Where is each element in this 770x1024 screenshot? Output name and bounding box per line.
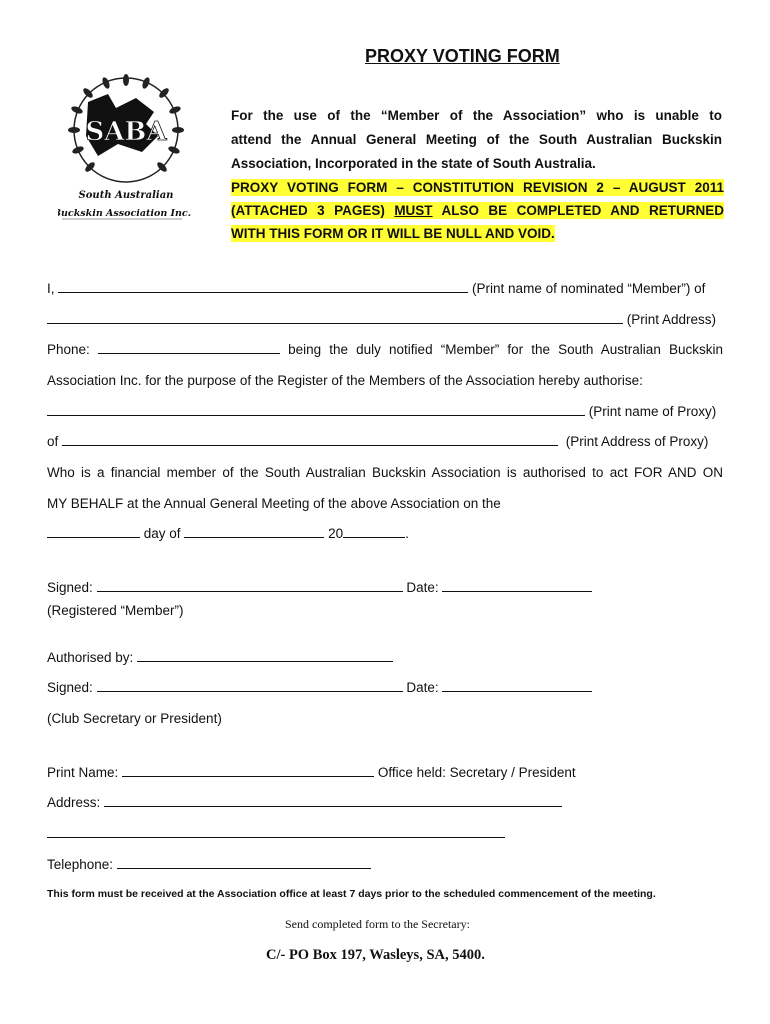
member-address-caption: (Print Address) bbox=[626, 312, 717, 327]
member-signed-row bbox=[47, 580, 592, 595]
print-name-field[interactable] bbox=[122, 765, 374, 777]
authorised-label: Authorised by: bbox=[47, 650, 134, 665]
i-label: I, bbox=[47, 281, 55, 296]
logo-letters: SABA bbox=[85, 117, 167, 147]
member-name-row bbox=[47, 281, 705, 296]
member-name-field[interactable] bbox=[58, 281, 468, 293]
day-field[interactable] bbox=[47, 526, 140, 538]
telephone-row bbox=[47, 857, 371, 872]
day-of-label: day of bbox=[143, 526, 181, 541]
authorised-by-field[interactable] bbox=[137, 650, 393, 662]
saba-logo-graphic bbox=[58, 72, 194, 222]
send-instruction: Send completed form to the Secretary: bbox=[285, 917, 470, 931]
phone-row bbox=[47, 342, 723, 357]
signed-label: Signed: bbox=[47, 580, 93, 595]
highlight-must: MUST bbox=[394, 203, 433, 218]
date2-label: Date: bbox=[406, 680, 439, 695]
address-field-2[interactable] bbox=[47, 826, 505, 838]
highlight-line-2 bbox=[231, 202, 724, 219]
financial-member-line: Who is a financial member of the South Australian Buckskin Association is authorised to act FOR AND ON bbox=[47, 465, 723, 480]
year-field[interactable] bbox=[343, 526, 405, 538]
year-prefix: 20 bbox=[328, 526, 344, 541]
official-signed-row bbox=[47, 680, 592, 695]
office-held-caption: Office held: Secretary / President bbox=[377, 765, 576, 780]
association-line: Association Inc. for the purpose of the Register of the Members of the Association hereby authorise: bbox=[47, 373, 643, 388]
association-logo bbox=[58, 72, 194, 222]
behalf-line: MY BEHALF at the Annual General Meeting of the above Association on the bbox=[47, 496, 501, 511]
authorised-row bbox=[47, 650, 393, 665]
intro-line-3: Association, Incorporated in the state of South Australia. bbox=[231, 156, 596, 171]
official-signature-field[interactable] bbox=[97, 680, 403, 692]
official-date-field[interactable] bbox=[442, 680, 592, 692]
registered-member-caption: (Registered “Member”) bbox=[47, 603, 184, 618]
member-address-row bbox=[47, 312, 716, 327]
proxy-address-caption: (Print Address of Proxy) bbox=[565, 434, 709, 449]
print-name-row bbox=[47, 765, 576, 780]
intro-line-2: attend the Annual General Meeting of the South Australian Buckskin bbox=[231, 132, 722, 147]
phone-caption: being the duly notified “Member” for the South Australian Buckskin bbox=[288, 342, 723, 357]
highlight-completed: ALSO BE COMPLETED AND RETURNED bbox=[441, 203, 724, 218]
club-secretary-caption: (Club Secretary or President) bbox=[47, 711, 222, 726]
signed2-label: Signed: bbox=[47, 680, 93, 695]
phone-field[interactable] bbox=[98, 342, 280, 354]
date-period: . bbox=[405, 526, 409, 541]
address-row bbox=[47, 795, 562, 810]
logo-line1: South Australian bbox=[78, 190, 174, 201]
proxy-address-row bbox=[47, 434, 708, 449]
date-of-meeting-row bbox=[47, 526, 409, 541]
telephone-field[interactable] bbox=[117, 857, 371, 869]
page-title: PROXY VOTING FORM bbox=[365, 46, 560, 66]
telephone-label: Telephone: bbox=[47, 857, 114, 872]
intro-line-1: For the use of the “Member of the Association” who is unable to bbox=[231, 108, 722, 123]
member-address-field[interactable] bbox=[47, 312, 623, 324]
date-label: Date: bbox=[406, 580, 439, 595]
deadline-note: This form must be received at the Association office at least 7 days prior to the scheduled commencement of the meeting. bbox=[47, 888, 656, 900]
address-row-2 bbox=[47, 826, 505, 841]
of-label: of bbox=[47, 434, 59, 449]
proxy-name-field[interactable] bbox=[47, 404, 585, 416]
logo-line2: Buckskin Association Inc. bbox=[58, 208, 192, 219]
proxy-name-caption: (Print name of Proxy) bbox=[588, 404, 717, 419]
address-field-1[interactable] bbox=[104, 795, 562, 807]
address-label: Address: bbox=[47, 795, 101, 810]
proxy-address-field[interactable] bbox=[62, 434, 558, 446]
highlight-line-1: PROXY VOTING FORM – CONSTITUTION REVISION 2 – AUGUST 2011 bbox=[231, 180, 724, 195]
proxy-name-row bbox=[47, 404, 716, 419]
highlight-line-3: WITH THIS FORM OR IT WILL BE NULL AND VOID. bbox=[231, 226, 555, 241]
postal-address: C/- PO Box 197, Wasleys, SA, 5400. bbox=[266, 947, 485, 963]
phone-label: Phone: bbox=[47, 342, 90, 357]
member-signature-field[interactable] bbox=[97, 580, 403, 592]
highlight-attached: (ATTACHED 3 PAGES) bbox=[231, 203, 385, 218]
print-name-label: Print Name: bbox=[47, 765, 119, 780]
member-date-field[interactable] bbox=[442, 580, 592, 592]
member-name-caption: (Print name of nominated “Member”) of bbox=[472, 281, 706, 296]
month-field[interactable] bbox=[184, 526, 324, 538]
